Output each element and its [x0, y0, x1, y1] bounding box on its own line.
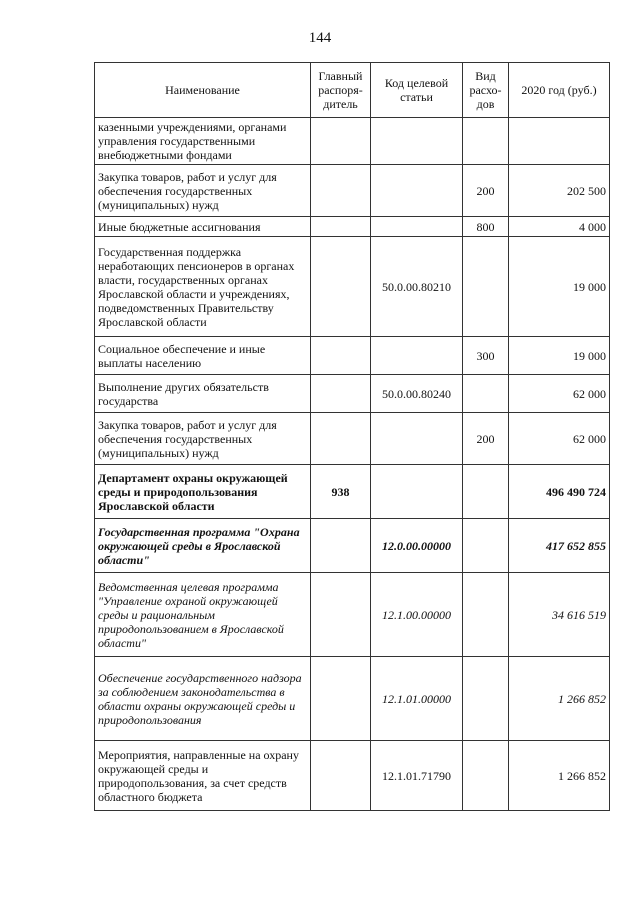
row-amount: 417 652 855 [509, 519, 610, 573]
row-amount: 34 616 519 [509, 573, 610, 657]
header-admin: Главный распоря-дитель [311, 63, 371, 118]
row-type [463, 741, 509, 811]
row-type: 200 [463, 413, 509, 465]
row-amount: 1 266 852 [509, 741, 610, 811]
row-admin [311, 413, 371, 465]
row-code: 12.1.00.00000 [371, 573, 463, 657]
table-row [95, 217, 610, 237]
table-row [95, 237, 610, 337]
row-name: Закупка товаров, работ и услуг для обеспечения государственных (муниципальных) нужд [95, 165, 311, 217]
row-name: Обеспечение государственного надзора за соблюдением законодательства в области охраны окружающей среды и природопользования [95, 657, 311, 741]
table-row [95, 741, 610, 811]
row-type [463, 519, 509, 573]
row-code: 50.0.00.80240 [371, 375, 463, 413]
row-type [463, 375, 509, 413]
row-code [371, 217, 463, 237]
header-name: Наименование [95, 63, 311, 118]
row-name: Государственная программа "Охрана окружающей среды в Ярославской области" [95, 519, 311, 573]
row-admin [311, 337, 371, 375]
table-row [95, 118, 610, 165]
row-admin [311, 375, 371, 413]
row-code [371, 118, 463, 165]
row-code [371, 413, 463, 465]
row-type: 300 [463, 337, 509, 375]
row-amount: 62 000 [509, 375, 610, 413]
row-name: казенными учреждениями, органами управления государственными внебюджетными фондами [95, 118, 311, 165]
row-amount: 202 500 [509, 165, 610, 217]
table-row [95, 337, 610, 375]
row-type [463, 118, 509, 165]
row-code: 12.0.00.00000 [371, 519, 463, 573]
row-name: Мероприятия, направленные на охрану окружающей среды и природопользования, за счет средств областного бюджета [95, 741, 311, 811]
row-amount: 19 000 [509, 237, 610, 337]
row-admin: 938 [311, 465, 371, 519]
table-row [95, 657, 610, 741]
row-type: 200 [463, 165, 509, 217]
row-code: 12.1.01.71790 [371, 741, 463, 811]
row-code [371, 337, 463, 375]
row-amount: 4 000 [509, 217, 610, 237]
budget-table [94, 62, 610, 811]
table-row [95, 573, 610, 657]
row-name: Иные бюджетные ассигнования [95, 217, 311, 237]
row-name: Закупка товаров, работ и услуг для обеспечения государственных (муниципальных) нужд [95, 413, 311, 465]
row-code [371, 165, 463, 217]
table-row [95, 375, 610, 413]
row-admin [311, 519, 371, 573]
row-type [463, 657, 509, 741]
row-admin [311, 657, 371, 741]
row-type: 800 [463, 217, 509, 237]
row-admin [311, 165, 371, 217]
table-row [95, 519, 610, 573]
table-header-row [95, 63, 610, 118]
row-admin [311, 118, 371, 165]
row-name: Выполнение других обязательств государства [95, 375, 311, 413]
table-body [95, 118, 610, 811]
row-amount: 19 000 [509, 337, 610, 375]
row-admin [311, 237, 371, 337]
row-amount [509, 118, 610, 165]
row-name: Социальное обеспечение и иные выплаты населению [95, 337, 311, 375]
row-name: Государственная поддержка неработающих пенсионеров в органах власти, государственных органах Ярославской области и учреждениях, подведомственных Правительству Ярославской области [95, 237, 311, 337]
row-amount: 1 266 852 [509, 657, 610, 741]
row-admin [311, 741, 371, 811]
row-type [463, 237, 509, 337]
table-row [95, 465, 610, 519]
row-amount: 62 000 [509, 413, 610, 465]
row-name: Ведомственная целевая программа "Управление охраной окружающей среды и рациональным природопользованием в Ярославской области" [95, 573, 311, 657]
header-type: Вид расхо-дов [463, 63, 509, 118]
row-type [463, 465, 509, 519]
row-amount: 496 490 724 [509, 465, 610, 519]
table-row [95, 413, 610, 465]
row-code: 50.0.00.80210 [371, 237, 463, 337]
row-code [371, 465, 463, 519]
row-admin [311, 217, 371, 237]
header-amount: 2020 год (руб.) [509, 63, 610, 118]
header-code: Код целевой статьи [371, 63, 463, 118]
row-type [463, 573, 509, 657]
row-admin [311, 573, 371, 657]
row-name: Департамент охраны окружающей среды и природопользования Ярославской области [95, 465, 311, 519]
table-row [95, 165, 610, 217]
page-number: 144 [308, 30, 332, 46]
row-code: 12.1.01.00000 [371, 657, 463, 741]
